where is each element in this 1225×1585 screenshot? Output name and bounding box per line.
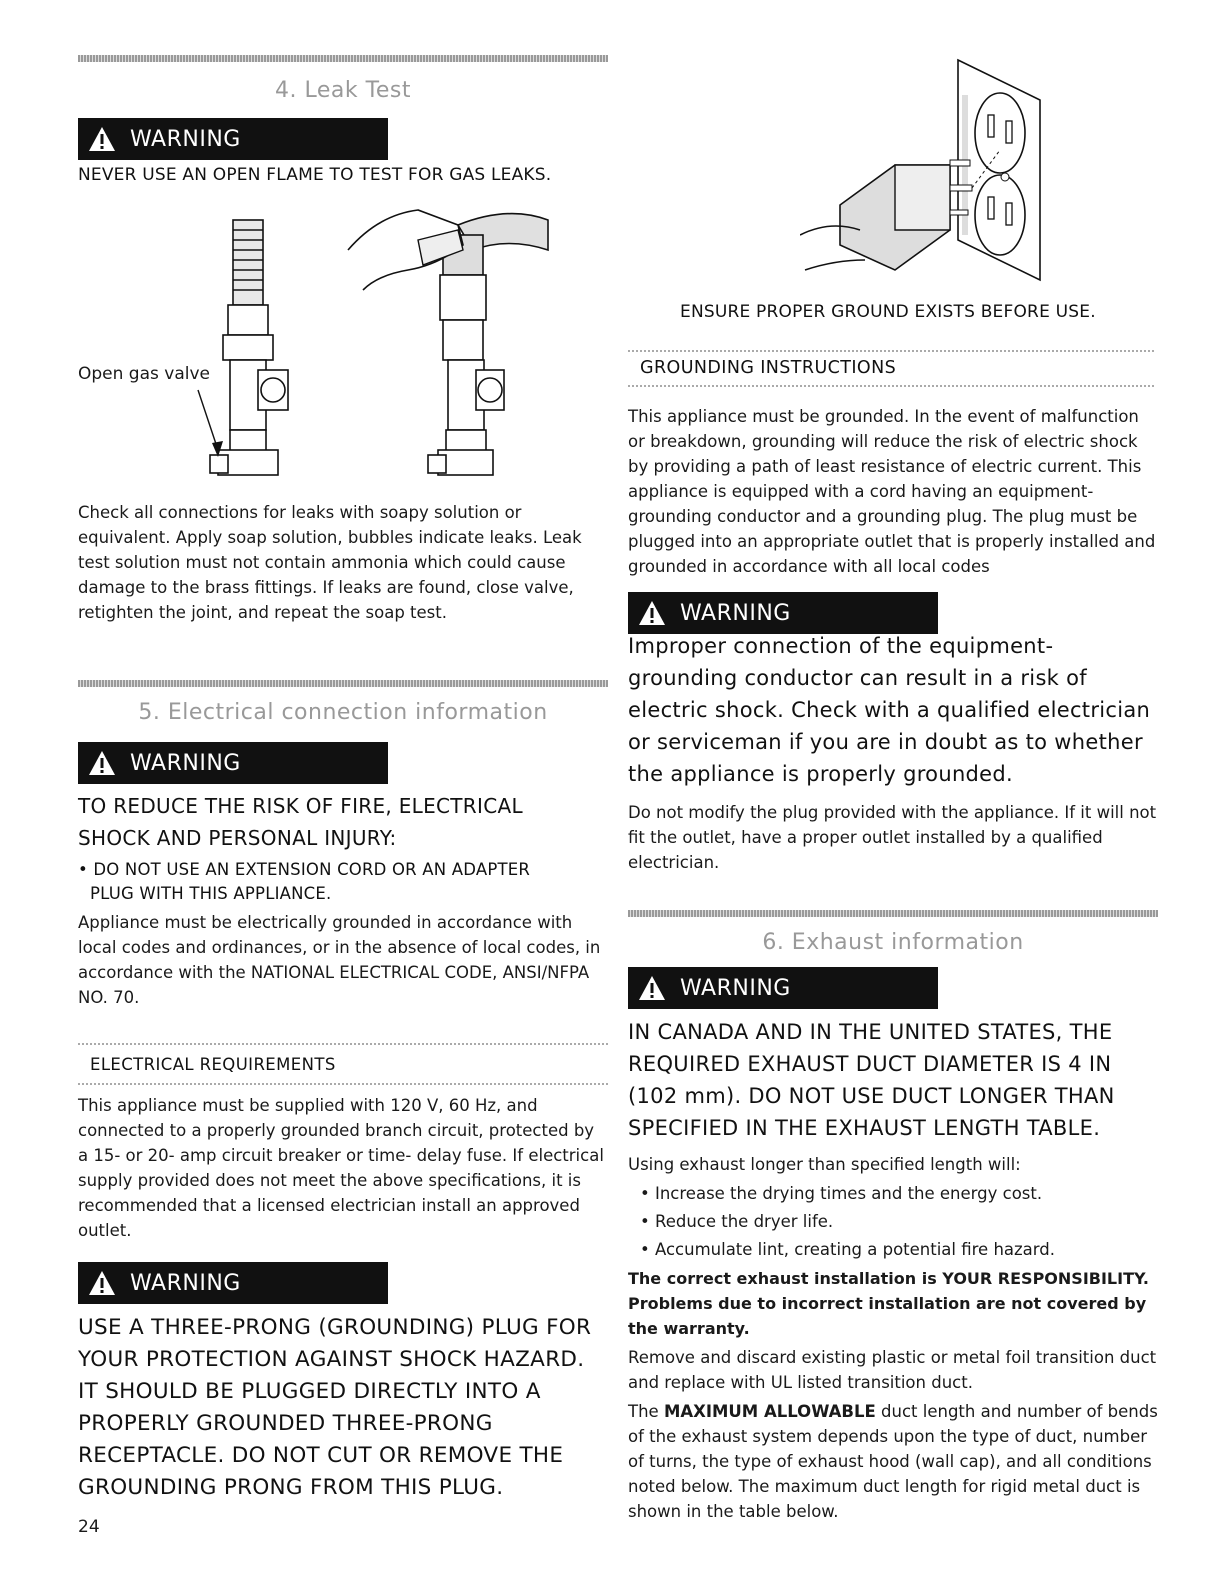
exhaust-body-2-prefix: The [628, 1402, 664, 1421]
electrical-body: Appliance must be electrically grounded in accordance with local codes and ordinances, or in the absence of local codes, in accordance with the NATIONAL ELECTRICAL CODE, ANSI/NFPA NO. 70. [78, 913, 601, 1007]
exhaust-body-2 [628, 1399, 1158, 1524]
exhaust-warranty-note: Problems due to incorrect installation are not covered by the warranty. [628, 1294, 1147, 1338]
leak-test-figure [78, 195, 608, 485]
electrical-warning-heading-2: SHOCK AND PERSONAL INJURY: [78, 826, 397, 850]
exhaust-bullet-list [640, 1180, 1160, 1264]
leak-test-title: 4. Leak Test [275, 78, 411, 103]
section-divider [628, 910, 1158, 917]
grounding-warning-banner [628, 592, 938, 634]
page-number: 24 [78, 1517, 100, 1537]
warning-label: WARNING [130, 750, 241, 776]
list-item: • Increase the drying times and the energy cost. [640, 1180, 1160, 1208]
open-gas-valve-label: Open gas valve [78, 364, 210, 384]
electrical-warning-banner [78, 742, 388, 784]
exhaust-responsibility: The correct exhaust installation is YOUR RESPONSIBILITY. [628, 1269, 1149, 1288]
electrical-warning-heading-1: TO REDUCE THE RISK OF FIRE, ELECTRICAL [78, 794, 523, 818]
warning-label: WARNING [680, 600, 791, 626]
subsection-rule [78, 1043, 608, 1045]
warning-label: WARNING [130, 1270, 241, 1296]
section-divider [78, 55, 608, 62]
warning-triangle-icon [638, 600, 666, 626]
electrical-title: 5. Electrical connection information [138, 700, 548, 725]
warning-label: WARNING [130, 126, 241, 152]
exhaust-warning-banner [628, 967, 938, 1009]
exhaust-intro: Using exhaust longer than specified length will: [628, 1155, 1021, 1174]
warning-triangle-icon [88, 126, 116, 152]
subsection-rule [78, 1083, 608, 1085]
exhaust-body-1: Remove and discard existing plastic or metal foil transition duct and replace with UL listed transition duct. [628, 1348, 1157, 1392]
grounding-body-2: Do not modify the plug provided with the appliance. If it will not fit the outlet, have a proper outlet installed by a qualified electrician. [628, 803, 1157, 872]
electrical-warning2-banner [78, 1262, 388, 1304]
grounding-body: This appliance must be grounded. In the event of malfunction or breakdown, grounding will reduce the risk of electric shock by providing a path of least resistance of electric current. This appliance is equipped with a cord having an equipment-grounding conductor and a grounding plug. The plug must be plugged into an appropriate outlet that is properly installed and grounded in accordance with all local codes [628, 407, 1156, 576]
leak-test-warning-text: NEVER USE AN OPEN FLAME TO TEST FOR GAS LEAKS. [78, 165, 552, 185]
exhaust-title: 6. Exhaust information [762, 930, 1024, 955]
leak-test-warning-banner [78, 118, 388, 160]
electrical-requirements-body: This appliance must be supplied with 120 V, 60 Hz, and connected to a properly grounded branch circuit, protected by a 15- or 20- amp circuit breaker or time- delay fuse. If electrical supply provided does not meet the above specifications, it is recommended that a licensed electrician install an approved outlet. [78, 1096, 604, 1240]
list-item: • Reduce the dryer life. [640, 1208, 1160, 1236]
leak-test-body: Check all connections for leaks with soapy solution or equivalent. Apply soap solution, bubbles indicate leaks. Leak test solution must not contain ammonia which could cause damage to the brass fittings. If leaks are found, close valve, retighten the joint, and repeat the soap test. [78, 503, 582, 622]
grounding-figure-caption: ENSURE PROPER GROUND EXISTS BEFORE USE. [680, 302, 1096, 322]
exhaust-warning-text: IN CANADA AND IN THE UNITED STATES, THE REQUIRED EXHAUST DUCT DIAMETER IS 4 IN (102 mm). DO NOT USE DUCT LONGER THAN SPECIFIED IN THE EXHAUST LENGTH TABLE. [628, 1020, 1115, 1140]
exhaust-body-2-rest: duct length and number of bends of the exhaust system depends upon the type of duct, number of turns, the type of exhaust hood (wall cap), and all conditions noted below. The maximum duct length for rigid metal duct is shown in the table below. [628, 1402, 1158, 1521]
list-item: • Accumulate lint, creating a potential fire hazard. [640, 1236, 1160, 1264]
electrical-warning-bullet-2: PLUG WITH THIS APPLIANCE. [90, 884, 332, 903]
subsection-rule [628, 350, 1156, 352]
warning-label: WARNING [680, 975, 791, 1001]
electrical-warning-bullet-1: • DO NOT USE AN EXTENSION CORD OR AN ADAPTER [78, 860, 531, 879]
warning-triangle-icon [638, 975, 666, 1001]
warning-triangle-icon [88, 750, 116, 776]
grounded-plug-figure [800, 55, 1060, 285]
grounding-instructions-heading: GROUNDING INSTRUCTIONS [640, 358, 897, 378]
maximum-allowable-emphasis: MAXIMUM ALLOWABLE [663, 1402, 876, 1421]
electrical-requirements-heading: ELECTRICAL REQUIREMENTS [90, 1055, 336, 1074]
electrical-warning2-text: USE A THREE-PRONG (GROUNDING) PLUG FOR YOUR PROTECTION AGAINST SHOCK HAZARD. IT SHOULD BE PLUGGED DIRECTLY INTO A PROPERLY GROUNDED THREE-PRONG RECEPTACLE. DO NOT CUT OR REMOVE THE GROUNDING PRONG FROM THIS PLUG. [78, 1315, 592, 1500]
warning-triangle-icon [88, 1270, 116, 1296]
section-divider [78, 680, 608, 687]
grounding-warning-text: Improper connection of the equipment-grounding conductor can result in a risk of electric shock. Check with a qualified electrician or serviceman if you are in doubt as to whether the appliance is properly grounded. [628, 634, 1151, 786]
subsection-rule [628, 385, 1156, 387]
